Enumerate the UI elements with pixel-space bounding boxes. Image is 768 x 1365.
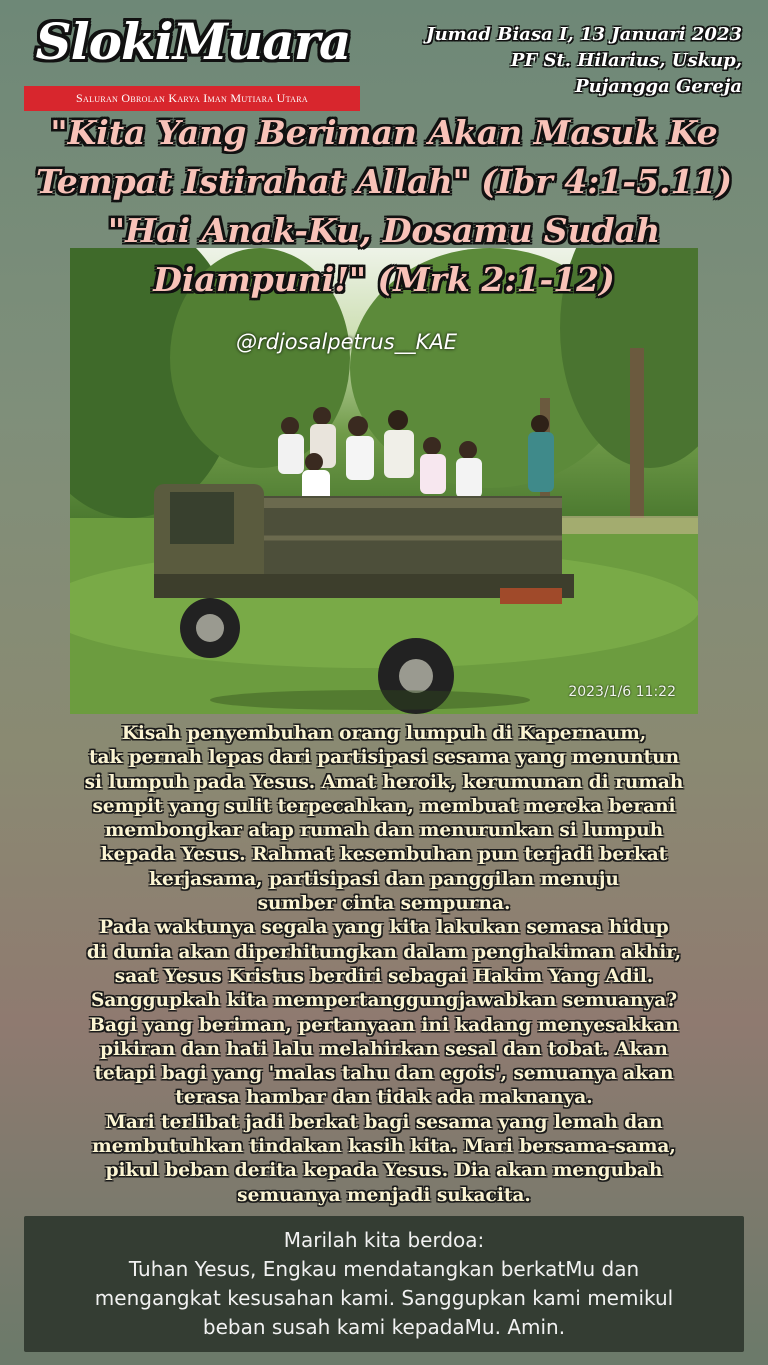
reflection-line: semuanya menjadi sukacita. [237,1184,531,1206]
reflection-line: pikul beban derita kepada Yesus. Dia akan mengubah [105,1160,663,1182]
photo-watermark: @rdjosalpetrus__KAE [236,330,458,354]
reflection-line: kerjasama, partisipasi dan panggilan menuju [149,868,619,890]
date-line: Jumad Biasa I, 13 Januari 2023 [426,24,742,45]
brand-logo [24,10,360,105]
prayer-line: beban susah kami kepadaMu. Amin. [202,1315,566,1339]
reflection-line: membutuhkan tindakan kasih kita. Mari bersama-sama, [92,1136,676,1158]
reflection-line: terasa hambar dan tidak ada maknanya. [175,1087,593,1109]
reflection-line: Kisah penyembuhan orang lumpuh di Kapernaum, [121,723,647,744]
headline-line: Tempat Istirahat Allah" (Ibr 4:1-5.11) [35,162,733,201]
brand-name: SlokiMuara [35,12,351,71]
reflection-line: di dunia akan diperhitungkan dalam penghakiman akhir, [86,941,682,963]
headline-line: "Hai Anak-Ku, Dosamu Sudah [107,211,661,250]
photo-illustration [70,248,698,714]
headline-line: "Kita Yang Beriman Akan Masuk Ke [50,113,718,152]
feast-line: PF St. Hilarius, Uskup, [510,50,742,71]
reflection-line: sempit yang sulit terpecahkan, membuat mereka berani [92,795,676,817]
reading-headline [14,108,754,304]
brand-tagline: Saluran Obrolan Karya Iman Mutiara Utara [24,86,360,111]
reflection-text [18,722,750,1208]
prayer-title: Marilah kita berdoa: [283,1228,485,1252]
group-photo [70,248,698,714]
feast-title-line: Pujangga Gereja [575,76,742,97]
reflection-line: membongkar atap rumah dan menurunkan si lumpuh [104,820,664,842]
prayer-line: mengangkat kesusahan kami. Sanggupkan kami memikul [94,1286,674,1310]
reflection-line: saat Yesus Kristus berdiri sebagai Hakim Yang Adil. [114,965,654,987]
photo-timestamp: 2023/1/6 11:22 [568,684,676,700]
prayer-line: Tuhan Yesus, Engkau mendatangkan berkatMu dan [128,1257,640,1281]
prayer-box [24,1216,744,1352]
reflection-line: pikiran dan hati lalu melahirkan sesal dan tobat. Akan [100,1038,668,1060]
reflection-line: Mari terlibat jadi berkat bagi sesama yang lemah dan [105,1111,663,1133]
reflection-line: Bagi yang beriman, pertanyaan ini kadang menyesakkan [89,1014,679,1036]
reflection-line: tetapi bagi yang 'malas tahu dan egois', semuanya akan [94,1063,674,1085]
reflection-line: sumber cinta sempurna. [257,893,511,915]
reflection-line: Sanggupkah kita mempertanggungjawabkan semuanya? [90,990,678,1012]
reflection-line: Pada waktunya segala yang kita lakukan semasa hidup [99,917,669,939]
reflection-line: tak pernah lepas dari partisipasi sesama yang menuntun [88,747,680,769]
headline-line: Diampuni!" (Mrk 2:1-12) [153,260,615,299]
date-info [402,22,742,100]
reflection-line: kepada Yesus. Rahmat kesembuhan pun terjadi berkat [100,844,668,866]
reflection-line: si lumpuh pada Yesus. Amat heroik, kerumunan di rumah [84,771,684,793]
